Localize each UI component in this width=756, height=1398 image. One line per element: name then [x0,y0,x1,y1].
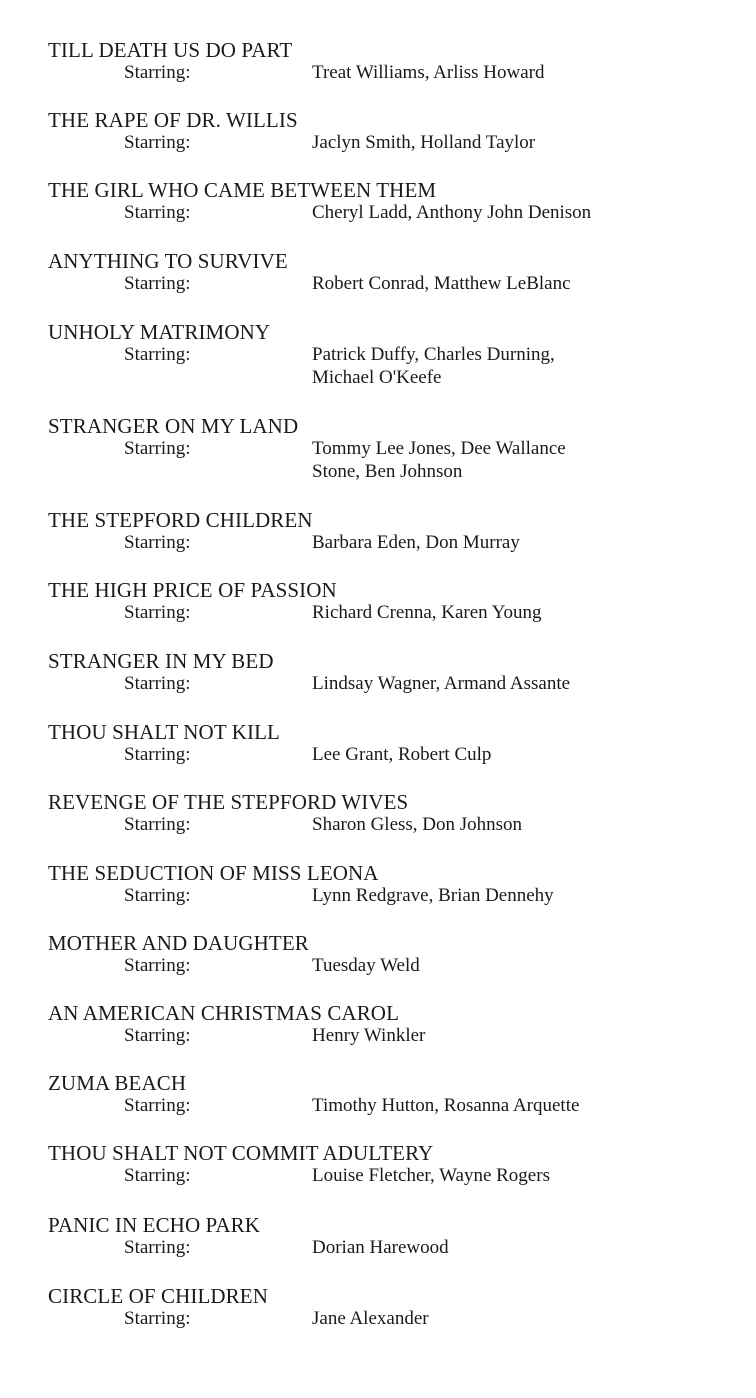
cast-list [312,813,522,836]
cast-list [312,1024,425,1047]
film-title: THE HIGH PRICE OF PASSION [48,578,337,602]
cast-line: Sharon Gless, Don Johnson [312,814,523,835]
cast-list [312,437,566,483]
starring-label: Starring: [124,1025,191,1046]
starring-label: Starring: [124,744,191,765]
starring-label: Starring: [124,438,191,459]
film-title: UNHOLY MATRIMONY [48,320,271,344]
cast-line: Tommy Lee Jones, Dee Wallance [312,438,566,459]
film-title: THE RAPE OF DR. WILLIS [48,108,298,132]
cast-line: Henry Winkler [312,1025,426,1046]
cast-line: Timothy Hutton, Rosanna Arquette [312,1095,580,1116]
cast-list [312,201,591,224]
film-title: STRANGER IN MY BED [48,649,274,673]
cast-line: Stone, Ben Johnson [312,461,463,482]
cast-line: Dorian Harewood [312,1237,449,1258]
cast-list [312,1236,449,1259]
film-title: THE GIRL WHO CAME BETWEEN THEM [48,178,437,202]
film-title: THE SEDUCTION OF MISS LEONA [48,861,379,885]
cast-line: Lindsay Wagner, Armand Assante [312,673,571,694]
starring-label: Starring: [124,885,191,906]
film-title: REVENGE OF THE STEPFORD WIVES [48,790,409,814]
starring-label: Starring: [124,1165,191,1186]
film-title: MOTHER AND DAUGHTER [48,931,309,955]
cast-list [312,601,542,624]
cast-list [312,343,555,389]
starring-label: Starring: [124,273,191,294]
starring-label: Starring: [124,532,191,553]
cast-line: Patrick Duffy, Charles Durning, [312,344,555,365]
cast-line: Lee Grant, Robert Culp [312,744,492,765]
cast-line: Cheryl Ladd, Anthony John Denison [312,202,592,223]
cast-line: Tuesday Weld [312,955,420,976]
cast-list [312,61,545,84]
starring-label: Starring: [124,132,191,153]
cast-list [312,743,491,766]
film-title: CIRCLE OF CHILDREN [48,1284,268,1308]
starring-label: Starring: [124,602,191,623]
cast-list [312,1164,550,1187]
cast-list [312,1094,579,1117]
cast-line: Treat Williams, Arliss Howard [312,62,545,83]
cast-list [312,672,570,695]
starring-label: Starring: [124,1237,191,1258]
film-title: AN AMERICAN CHRISTMAS CAROL [48,1001,399,1025]
cast-list [312,884,554,907]
film-title: THOU SHALT NOT KILL [48,720,280,744]
film-title: ANYTHING TO SURVIVE [48,249,288,273]
cast-list [312,531,520,554]
cast-list [312,1307,429,1330]
film-title: PANIC IN ECHO PARK [48,1213,261,1237]
cast-line: Richard Crenna, Karen Young [312,602,542,623]
cast-list [312,131,535,154]
film-title: THE STEPFORD CHILDREN [48,508,313,532]
film-title: ZUMA BEACH [48,1071,187,1095]
starring-label: Starring: [124,344,191,365]
film-title: STRANGER ON MY LAND [48,414,299,438]
cast-list [312,272,571,295]
cast-line: Michael O'Keefe [312,367,442,388]
film-title: TILL DEATH US DO PART [48,38,293,62]
cast-line: Lynn Redgrave, Brian Dennehy [312,885,554,906]
cast-line: Robert Conrad, Matthew LeBlanc [312,273,571,294]
film-title: THOU SHALT NOT COMMIT ADULTERY [48,1141,434,1165]
starring-label: Starring: [124,202,191,223]
cast-list [312,954,420,977]
starring-label: Starring: [124,814,191,835]
starring-label: Starring: [124,1095,191,1116]
starring-label: Starring: [124,673,191,694]
cast-line: Jane Alexander [312,1308,429,1329]
starring-label: Starring: [124,955,191,976]
starring-label: Starring: [124,1308,191,1329]
starring-label: Starring: [124,62,191,83]
cast-line: Jaclyn Smith, Holland Taylor [312,132,536,153]
cast-line: Barbara Eden, Don Murray [312,532,520,553]
cast-line: Louise Fletcher, Wayne Rogers [312,1165,550,1186]
